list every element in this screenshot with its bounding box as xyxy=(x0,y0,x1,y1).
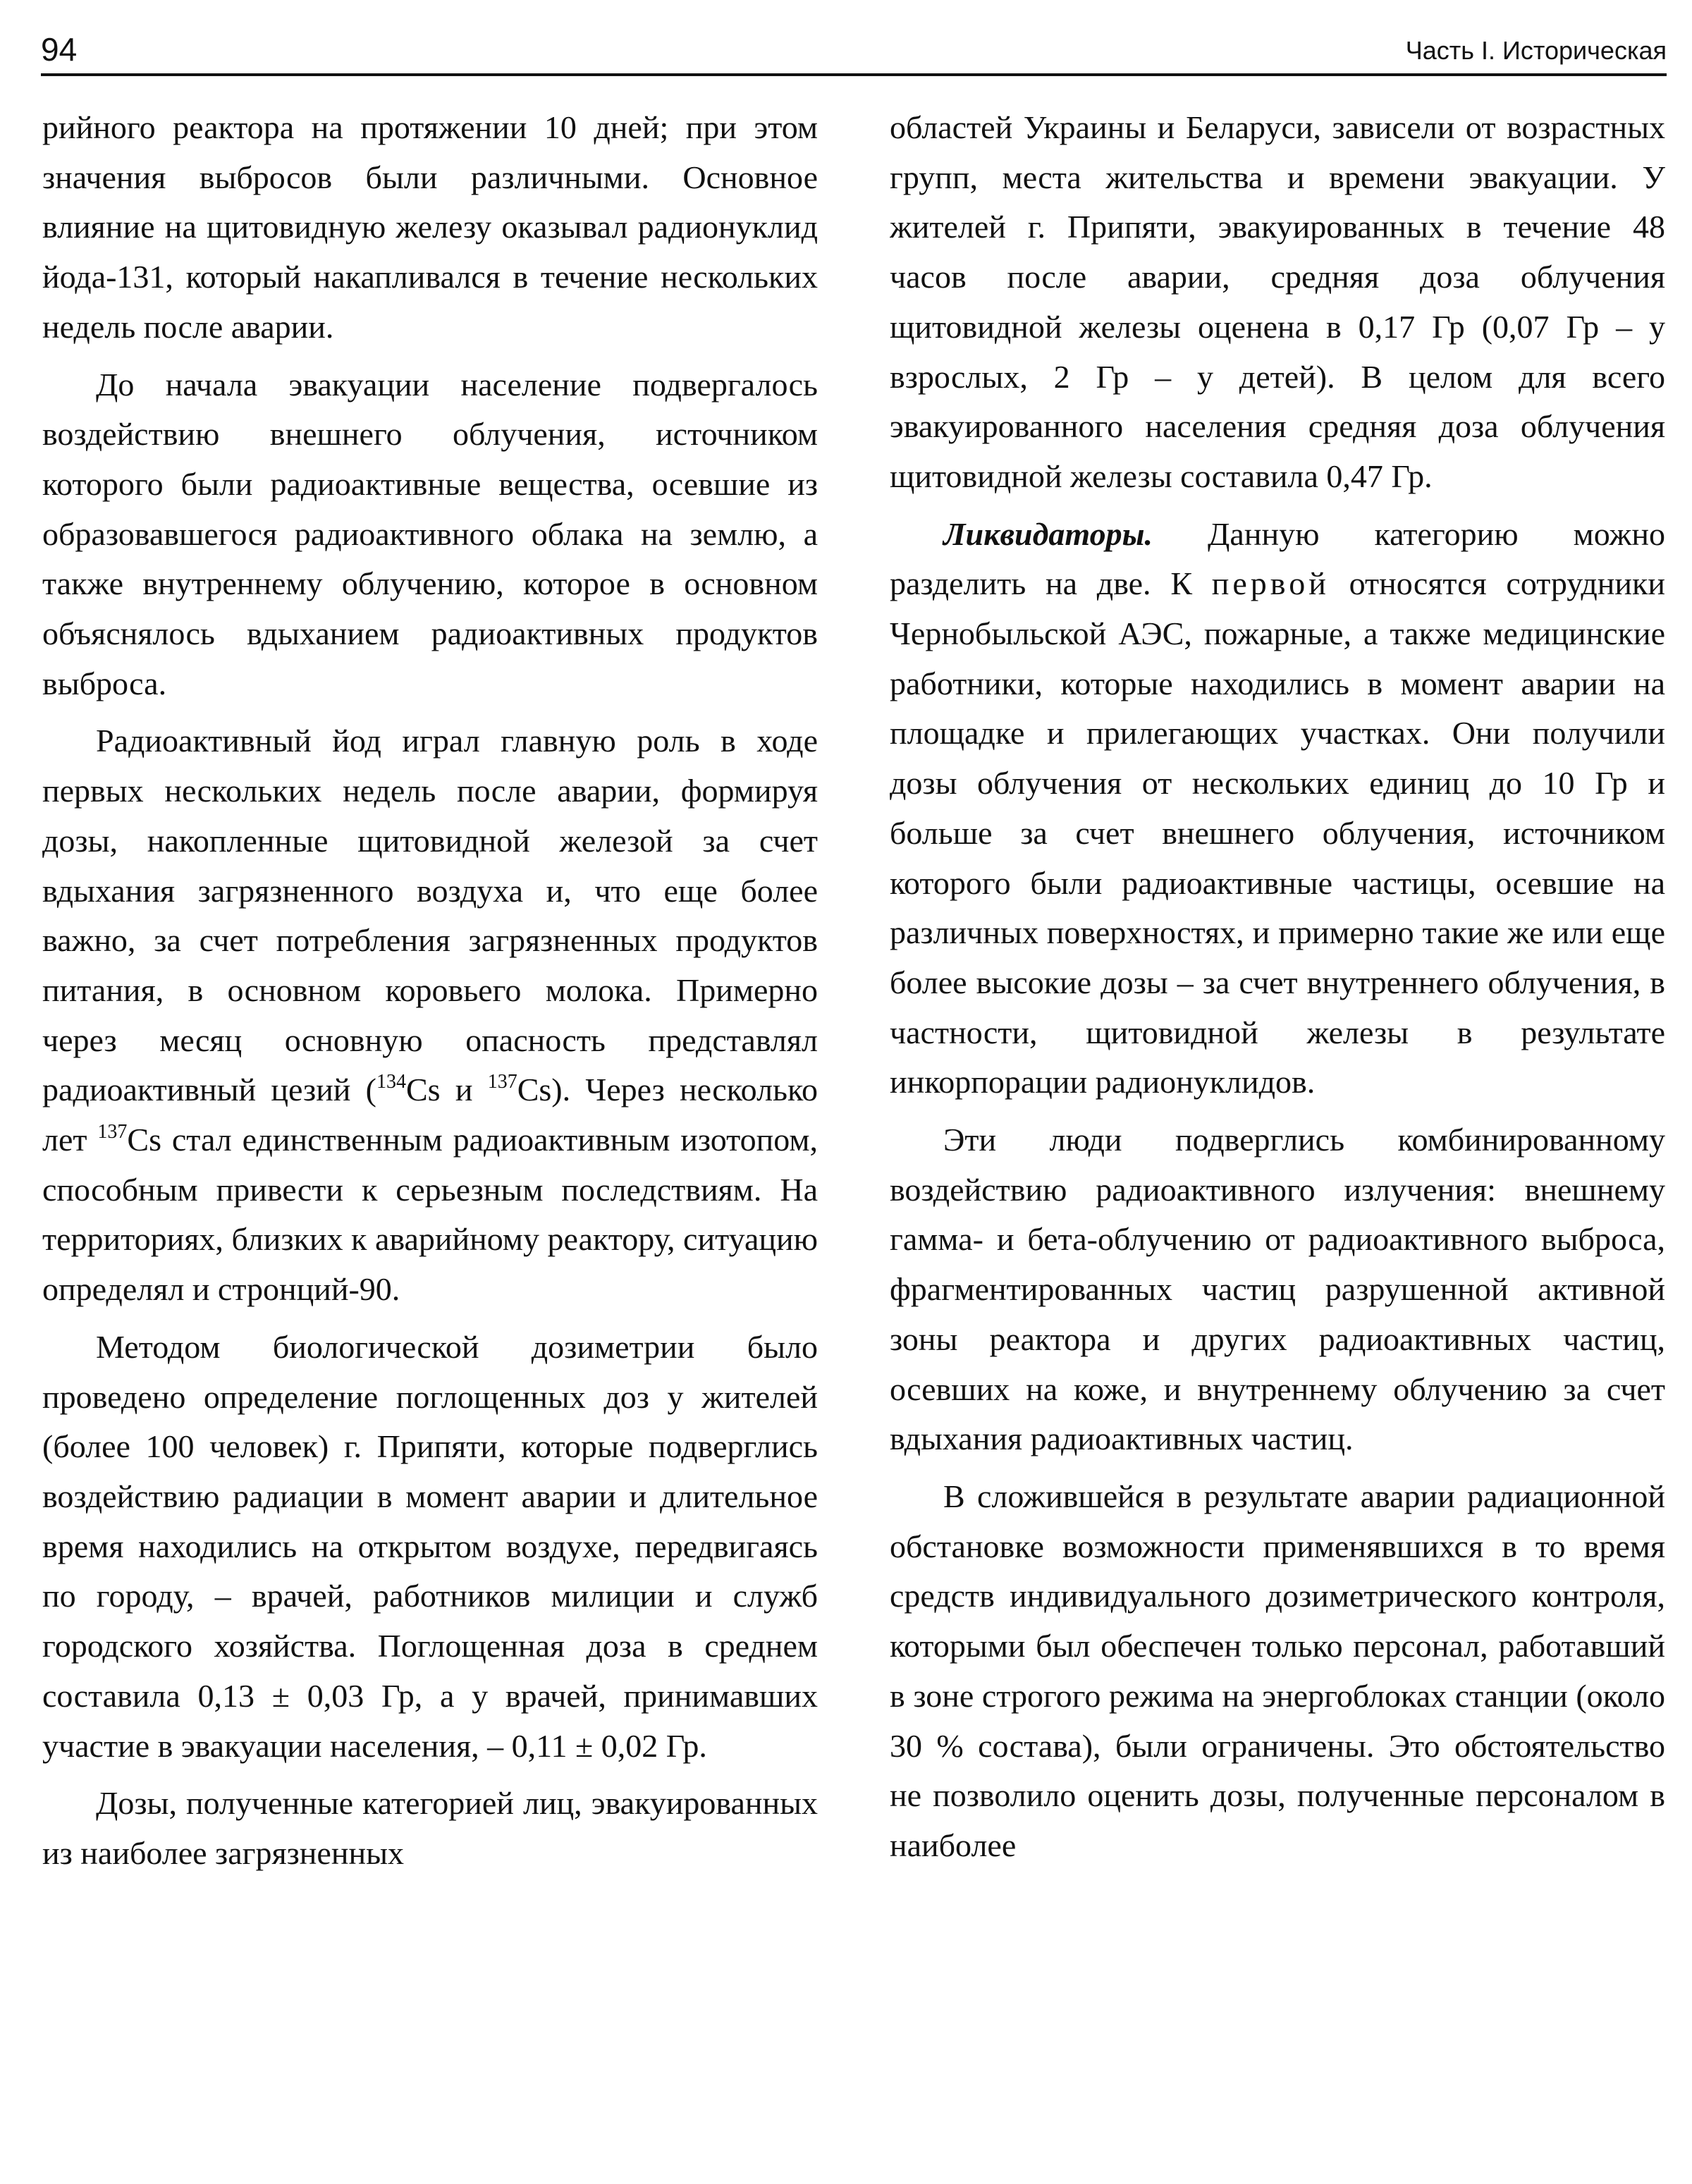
paragraph-dosimetric-control: В сложившейся в результате аварии радиационной обстановке возможности применявшихся в то время средств индивидуального дозиметрического контроля, которыми был обеспечен только персонал, работавший в зоне строгого режима на энергоблоках станции (около 30 % состава), были ограничены. Это обстоятельство не позволило оценить дозы, полученные персоналом в наиболее xyxy=(890,1478,1665,1863)
left-column xyxy=(42,103,818,2176)
text-run: Cs). Через несколько лет xyxy=(42,1072,818,1158)
isotope-mass-number: 134 xyxy=(376,1071,406,1093)
page-number: 94 xyxy=(41,31,78,68)
page-header xyxy=(41,27,1667,72)
right-column xyxy=(890,103,1665,2176)
text-run: Cs и xyxy=(406,1072,488,1108)
running-head: Часть I. Историческая xyxy=(1405,36,1667,65)
emphasized-word: первой xyxy=(1211,565,1330,602)
text-run: относятся сотрудники Чернобыльской АЭС, пожарные, а также медицинские работники, которые находились в момент аварии на площадке и прилегающих участках. Они получили дозы облучения от нескольких единиц до 10 Гр и больше за счет внешнего облучения, источником которого были радиоактивные частицы, осевшие на различных поверхностях, и примерно такие же или еще более высокие дозы – за счет внутреннего облучения, в частности, щитовидной железы в результате инкорпорации радионуклидов. xyxy=(890,565,1665,1100)
text-run: Cs стал единственным радиоактивным изотопом, способным привести к серьезным последствиям. На территориях, близких к аварийному реактору, ситуацию определял и стронций-90. xyxy=(42,1122,818,1308)
run-in-heading: Ликвидаторы. xyxy=(943,515,1153,552)
paragraph-biological-dosimetry: Методом биологической дозиметрии было проведено определение поглощенных доз у жителей (более 100 человек) г. Припяти, которые подверглись воздействию радиации в момент аварии и длительное время находились на открытом воздухе, передвигаясь по городу, – врачей, работников милиции и служб городского хозяйства. Поглощенная доза в среднем составила 0,13 ± 0,03 Гр, а у врачей, принимавших участие в эвакуации населения, – 0,11 ± 0,02 Гр. xyxy=(42,1328,818,1764)
isotope-mass-number: 137 xyxy=(487,1071,517,1093)
paragraph-combined-exposure: Эти люди подверглись комбинированному воздействию радиоактивного излучения: внешнему гамма- и бета-облучению от радиоактивного выброса, фрагментированных частиц разрушенной активной зоны реактора и других радиоактивных частиц, осевших на коже, и внутреннему облучению за счет вдыхания радиоактивных частиц. xyxy=(890,1122,1665,1457)
paragraph-liquidators xyxy=(890,510,1665,1108)
paragraph-continued: рийного реактора на протяжении 10 дней; при этом значения выбросов были различными. Основное влияние на щитовидную железу оказывал радионуклид йода-131, который накапливался в течение нескольких недель после аварии. xyxy=(42,109,818,345)
text-run: Радиоактивный йод играл главную роль в ходе первых нескольких недель после аварии, формируя дозы, накопленные щитовидной железой за счет вдыхания загрязненного воздуха и, что еще более важно, за счет потребления загрязненных продуктов питания, в основном коровьего молока. Примерно через месяц основную опасность представлял радиоактивный цезий ( xyxy=(42,723,818,1108)
paragraph-evacuation-exposure: До начала эвакуации население подвергалось воздействию внешнего облучения, источником которого были радиоактивные вещества, осевшие из образовавшегося радиоактивного облака на землю, а также внутреннему облучению, которое в основном объяснялось вдыханием радиоактивных продуктов выброса. xyxy=(42,366,818,701)
header-rule xyxy=(41,73,1667,76)
text-run: Данную категорию можно разделить на две. К xyxy=(890,515,1665,602)
paragraph-evacuee-doses: Дозы, полученные категорией лиц, эвакуированных из наиболее загрязненных xyxy=(42,1785,818,1871)
isotope-mass-number: 137 xyxy=(97,1121,128,1143)
paragraph-radioactive-iodine xyxy=(42,716,818,1314)
paragraph-continued: областей Украины и Беларуси, зависели от возрастных групп, места жительства и времени эвакуации. У жителей г. Припяти, эвакуированных в течение 48 часов после аварии, средняя доза облучения щитовидной железы оценена в 0,17 Гр (0,07 Гр – у взрослых, 2 Гр – у детей). В целом для всего эвакуированного населения средняя доза облучения щитовидной железы составила 0,47 Гр. xyxy=(890,109,1665,494)
